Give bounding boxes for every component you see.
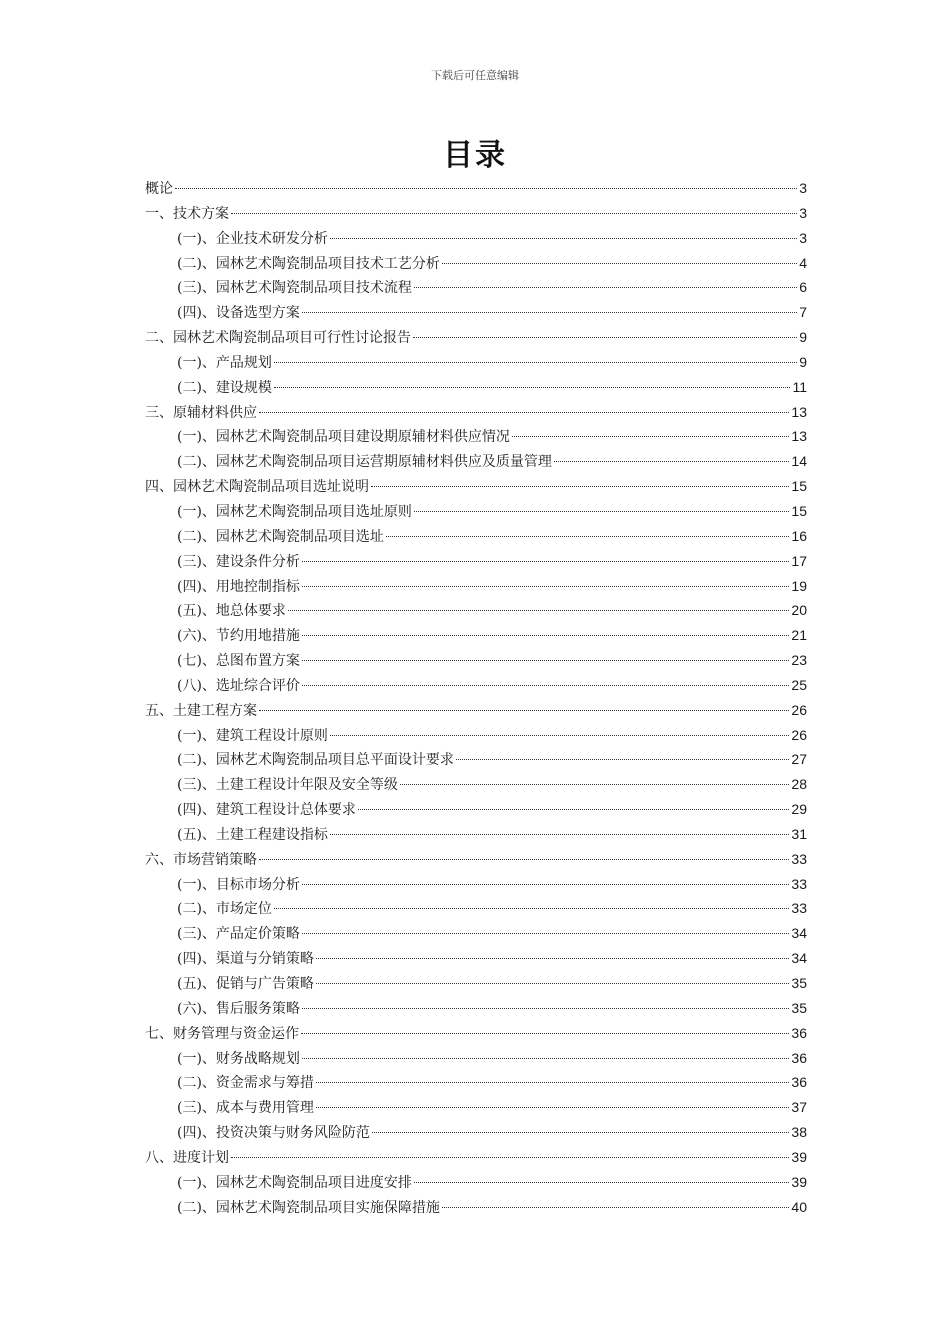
toc-entry[interactable] [145, 549, 807, 574]
toc-leader-dots [316, 1082, 789, 1083]
toc-leader-dots [330, 834, 789, 835]
toc-entry-label: 二、园林艺术陶瓷制品项目可行性讨论报告 [145, 330, 411, 347]
toc-entry-page-number: 11 [792, 378, 807, 395]
toc-leader-dots [400, 784, 789, 785]
toc-entry[interactable] [145, 723, 807, 748]
toc-entry-label: (五)、地总体要求 [177, 603, 286, 620]
toc-entry[interactable] [145, 971, 807, 996]
toc-entry-label: (七)、总图布置方案 [177, 653, 300, 670]
toc-entry-label: (一)、园林艺术陶瓷制品项目建设期原辅材料供应情况 [177, 429, 510, 446]
toc-entry[interactable] [145, 1195, 807, 1220]
toc-entry-label: (四)、设备选型方案 [177, 305, 300, 322]
toc-entry-label: (三)、产品定价策略 [177, 926, 300, 943]
toc-entry-page-number: 26 [791, 701, 807, 718]
toc-entry-page-number: 15 [791, 478, 807, 495]
toc-leader-dots [386, 536, 789, 537]
toc-entry[interactable] [145, 946, 807, 971]
toc-entry-page-number: 38 [791, 1124, 807, 1141]
toc-leader-dots [358, 809, 789, 810]
toc-entry-page-number: 31 [791, 825, 807, 842]
toc-leader-dots [442, 1207, 789, 1208]
toc-entry-page-number: 13 [791, 403, 807, 420]
toc-entry[interactable] [145, 598, 807, 623]
toc-leader-dots [259, 859, 789, 860]
toc-entry-label: (三)、土建工程设计年限及安全等级 [177, 777, 398, 794]
toc-entry-page-number: 9 [799, 353, 807, 370]
toc-entry-label: (二)、园林艺术陶瓷制品项目技术工艺分析 [177, 255, 440, 272]
toc-leader-dots [413, 337, 797, 338]
toc-entry-label: 四、园林艺术陶瓷制品项目选址说明 [145, 479, 369, 496]
toc-leader-dots [302, 685, 789, 686]
toc-entry[interactable] [145, 822, 807, 847]
toc-entry-page-number: 19 [791, 577, 807, 594]
toc-entry[interactable] [145, 648, 807, 673]
toc-entry-label: (二)、建设规模 [177, 379, 272, 396]
toc-leader-dots [274, 362, 797, 363]
toc-entry[interactable] [145, 251, 807, 276]
toc-entry[interactable] [145, 1170, 807, 1195]
toc-entry-page-number: 25 [791, 676, 807, 693]
toc-leader-dots [372, 1132, 789, 1133]
toc-entry[interactable] [145, 996, 807, 1021]
toc-entry-page-number: 20 [791, 602, 807, 619]
toc-entry-page-number: 3 [799, 204, 807, 221]
toc-leader-dots [302, 884, 789, 885]
toc-entry[interactable] [145, 449, 807, 474]
toc-entry-label: (一)、园林艺术陶瓷制品项目进度安排 [177, 1174, 412, 1191]
toc-entry[interactable] [145, 1046, 807, 1071]
toc-leader-dots [274, 908, 789, 909]
toc-entry[interactable] [145, 350, 807, 375]
toc-leader-dots [414, 1182, 789, 1183]
toc-entry-label: (二)、资金需求与筹措 [177, 1075, 314, 1092]
toc-entry[interactable] [145, 847, 807, 872]
toc-entry-label: (三)、成本与费用管理 [177, 1100, 314, 1117]
toc-entry-label: (五)、土建工程建设指标 [177, 826, 328, 843]
toc-entry-label: 一、技术方案 [145, 205, 229, 222]
toc-leader-dots [316, 958, 789, 959]
toc-entry-page-number: 34 [791, 925, 807, 942]
toc-entry[interactable] [145, 1145, 807, 1170]
toc-leader-dots [302, 660, 789, 661]
toc-entry-label: (四)、投资决策与财务风险防范 [177, 1125, 370, 1142]
toc-entry-label: 三、原辅材料供应 [145, 404, 257, 421]
toc-entry-label: 五、土建工程方案 [145, 702, 257, 719]
toc-entry-page-number: 6 [799, 279, 807, 296]
toc-entry-label: (二)、园林艺术陶瓷制品项目运营期原辅材料供应及质量管理 [177, 454, 552, 471]
toc-leader-dots [330, 238, 797, 239]
toc-leader-dots [442, 263, 797, 264]
toc-entry[interactable] [145, 424, 807, 449]
toc-entry-page-number: 9 [799, 329, 807, 346]
toc-entry-page-number: 36 [791, 1024, 807, 1041]
toc-entry-page-number: 15 [791, 502, 807, 519]
toc-entry[interactable] [145, 474, 807, 499]
toc-leader-dots [302, 933, 789, 934]
toc-leader-dots [371, 486, 789, 487]
toc-entry[interactable] [145, 1095, 807, 1120]
toc-leader-dots [231, 1157, 789, 1158]
page-title: 目录 [443, 138, 507, 173]
toc-entry[interactable] [145, 772, 807, 797]
toc-entry-label: 七、财务管理与资金运作 [145, 1025, 299, 1042]
toc-entry-label: (一)、建筑工程设计原则 [177, 727, 328, 744]
toc-entry[interactable] [145, 623, 807, 648]
table-of-contents [145, 176, 807, 1219]
toc-entry-label: (一)、企业技术研发分析 [177, 230, 328, 247]
toc-entry-label: (四)、用地控制指标 [177, 578, 300, 595]
toc-entry-page-number: 36 [791, 1049, 807, 1066]
toc-entry-page-number: 3 [799, 229, 807, 246]
toc-entry-page-number: 33 [791, 900, 807, 917]
toc-leader-dots [316, 983, 789, 984]
toc-entry-label: (四)、建筑工程设计总体要求 [177, 802, 356, 819]
toc-entry-page-number: 35 [791, 975, 807, 991]
toc-entry-page-number: 39 [791, 1148, 807, 1165]
toc-entry[interactable] [145, 325, 807, 350]
toc-entry[interactable] [145, 400, 807, 425]
toc-leader-dots [316, 1107, 789, 1108]
toc-entry-page-number: 23 [791, 652, 807, 669]
toc-leader-dots [301, 1033, 789, 1034]
page-header: 下载后可任意编辑 [431, 69, 519, 82]
toc-entry[interactable] [145, 673, 807, 698]
toc-entry-label: (一)、目标市场分析 [177, 876, 300, 893]
toc-entry-page-number: 13 [791, 428, 807, 445]
toc-entry-page-number: 39 [791, 1173, 807, 1190]
toc-entry-page-number: 34 [791, 950, 807, 967]
toc-entry[interactable] [145, 300, 807, 325]
toc-leader-dots [175, 188, 797, 189]
toc-entry[interactable] [145, 896, 807, 921]
toc-leader-dots [302, 561, 789, 562]
toc-entry-page-number: 7 [799, 304, 807, 321]
toc-leader-dots [330, 735, 789, 736]
toc-entry[interactable] [145, 747, 807, 772]
toc-entry-label: (二)、市场定位 [177, 901, 272, 918]
toc-leader-dots [512, 436, 789, 437]
toc-entry-label: 八、进度计划 [145, 1149, 229, 1166]
toc-entry-label: (一)、产品规划 [177, 354, 272, 371]
toc-entry-label: (八)、选址综合评价 [177, 677, 300, 694]
toc-entry-page-number: 35 [791, 999, 807, 1016]
toc-entry-page-number: 26 [791, 726, 807, 743]
toc-entry-page-number: 33 [791, 875, 807, 892]
toc-entry-page-number: 36 [791, 1074, 807, 1091]
toc-entry[interactable] [145, 201, 807, 226]
toc-entry[interactable] [145, 797, 807, 822]
toc-entry-page-number: 29 [791, 801, 807, 818]
toc-entry-label: (一)、园林艺术陶瓷制品项目选址原则 [177, 503, 412, 520]
toc-entry[interactable] [145, 524, 807, 549]
toc-entry[interactable] [145, 176, 807, 201]
toc-entry[interactable] [145, 375, 807, 400]
toc-leader-dots [259, 412, 789, 413]
toc-entry[interactable] [145, 574, 807, 599]
toc-entry[interactable] [145, 1021, 807, 1046]
toc-leader-dots [414, 511, 789, 512]
toc-entry-page-number: 37 [791, 1099, 807, 1116]
toc-entry[interactable] [145, 226, 807, 251]
toc-entry-page-number: 4 [799, 254, 807, 271]
toc-entry-label: (三)、建设条件分析 [177, 553, 300, 570]
toc-entry-label: (六)、节约用地措施 [177, 628, 300, 645]
toc-entry-page-number: 28 [791, 776, 807, 793]
toc-entry-page-number: 33 [791, 850, 807, 867]
toc-leader-dots [302, 312, 797, 313]
toc-entry-label: (二)、园林艺术陶瓷制品项目实施保障措施 [177, 1199, 440, 1216]
toc-entry-label: (二)、园林艺术陶瓷制品项目选址 [177, 528, 384, 545]
toc-entry-label: 六、市场营销策略 [145, 851, 257, 868]
toc-entry-label: (五)、促销与广告策略 [177, 976, 314, 992]
toc-entry-page-number: 17 [791, 552, 807, 569]
toc-entry-label: (四)、渠道与分销策略 [177, 951, 314, 968]
toc-entry-page-number: 27 [791, 751, 807, 768]
toc-entry-label: (三)、园林艺术陶瓷制品项目技术流程 [177, 280, 412, 297]
toc-leader-dots [231, 213, 797, 214]
toc-entry[interactable] [145, 499, 807, 524]
toc-entry[interactable] [145, 1070, 807, 1095]
toc-leader-dots [554, 461, 789, 462]
toc-leader-dots [302, 1008, 789, 1009]
toc-entry-label: (六)、售后服务策略 [177, 1000, 300, 1017]
toc-entry[interactable] [145, 872, 807, 897]
toc-leader-dots [302, 635, 789, 636]
toc-leader-dots [456, 759, 789, 760]
toc-entry-page-number: 16 [791, 527, 807, 544]
toc-entry[interactable] [145, 1120, 807, 1145]
toc-leader-dots [302, 586, 789, 587]
toc-entry-page-number: 21 [791, 627, 807, 644]
toc-entry-page-number: 3 [799, 180, 807, 196]
toc-entry-label: (二)、园林艺术陶瓷制品项目总平面设计要求 [177, 752, 454, 769]
toc-leader-dots [302, 1058, 789, 1059]
toc-leader-dots [414, 287, 797, 288]
toc-entry[interactable] [145, 921, 807, 946]
toc-entry[interactable] [145, 275, 807, 300]
toc-entry-page-number: 40 [791, 1198, 807, 1215]
toc-entry[interactable] [145, 698, 807, 723]
toc-leader-dots [274, 387, 791, 388]
toc-leader-dots [288, 610, 789, 611]
toc-entry-page-number: 14 [791, 453, 807, 470]
toc-entry-label: (一)、财务战略规划 [177, 1050, 300, 1067]
toc-entry-label: 概论 [145, 181, 173, 197]
toc-leader-dots [259, 710, 789, 711]
